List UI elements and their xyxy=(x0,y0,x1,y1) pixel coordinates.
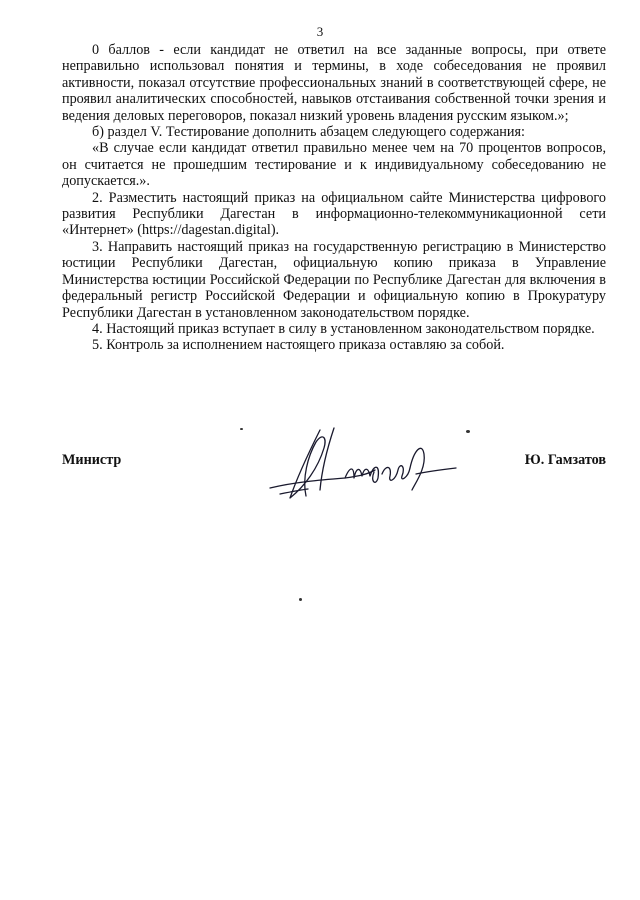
scan-speck xyxy=(240,428,243,430)
paragraph-item-5: 5. Контроль за исполнением настоящего приказа оставляю за собой. xyxy=(92,337,505,354)
scan-speck xyxy=(299,598,302,601)
paragraph-item-3: 3. Направить настоящий приказ на государственную регистрацию в Министерство юстиции Республики Дагестан, официальную копию приказа в Управление Министерства юстиции Российской Федерации по Республике Дагестан для включения в федеральный регистр Российской Федерации и официальную копию в Прокуратуру Республики Дагестан в установленном законодательством порядке. xyxy=(62,238,606,321)
signature-block xyxy=(62,420,606,530)
paragraph-testing-quote: «В случае если кандидат ответил правильно менее чем на 70 процентов вопросов, он считается не прошедшим тестирование и к индивидуальному собеседованию не допускается.». xyxy=(62,140,606,190)
paragraph-section-five: б) раздел V. Тестирование дополнить абзацем следующего содержания: xyxy=(92,124,525,141)
scan-speck xyxy=(466,430,470,433)
document-body xyxy=(62,42,606,354)
paragraph-score-zero: 0 баллов - если кандидат не ответил на все заданные вопросы, при ответе неправильно использовал понятия и термины, в ходе собеседования не проявил активности, показал отсутствие профессиональных знаний в соответствующей сфере, не проявил аналитических способностей, навыков отстаивания собственной точки зрения и ведения деловых переговоров, показал низкий уровень владения русским языком.»; xyxy=(62,42,606,124)
handwritten-signature xyxy=(250,420,460,510)
page-number: 3 xyxy=(316,24,324,39)
paragraph-item-4: 4. Настоящий приказ вступает в силу в установленном законодательством порядке. xyxy=(92,320,595,337)
signer-title: Министр xyxy=(62,452,122,468)
signer-name: Ю. Гамзатов xyxy=(524,452,606,468)
paragraph-item-2: 2. Разместить настоящий приказ на официальном сайте Министерства цифрового развития Республики Дагестан в информационно-телекоммуникационной сети «Интернет» (https://dagestan.digital). xyxy=(62,189,606,239)
